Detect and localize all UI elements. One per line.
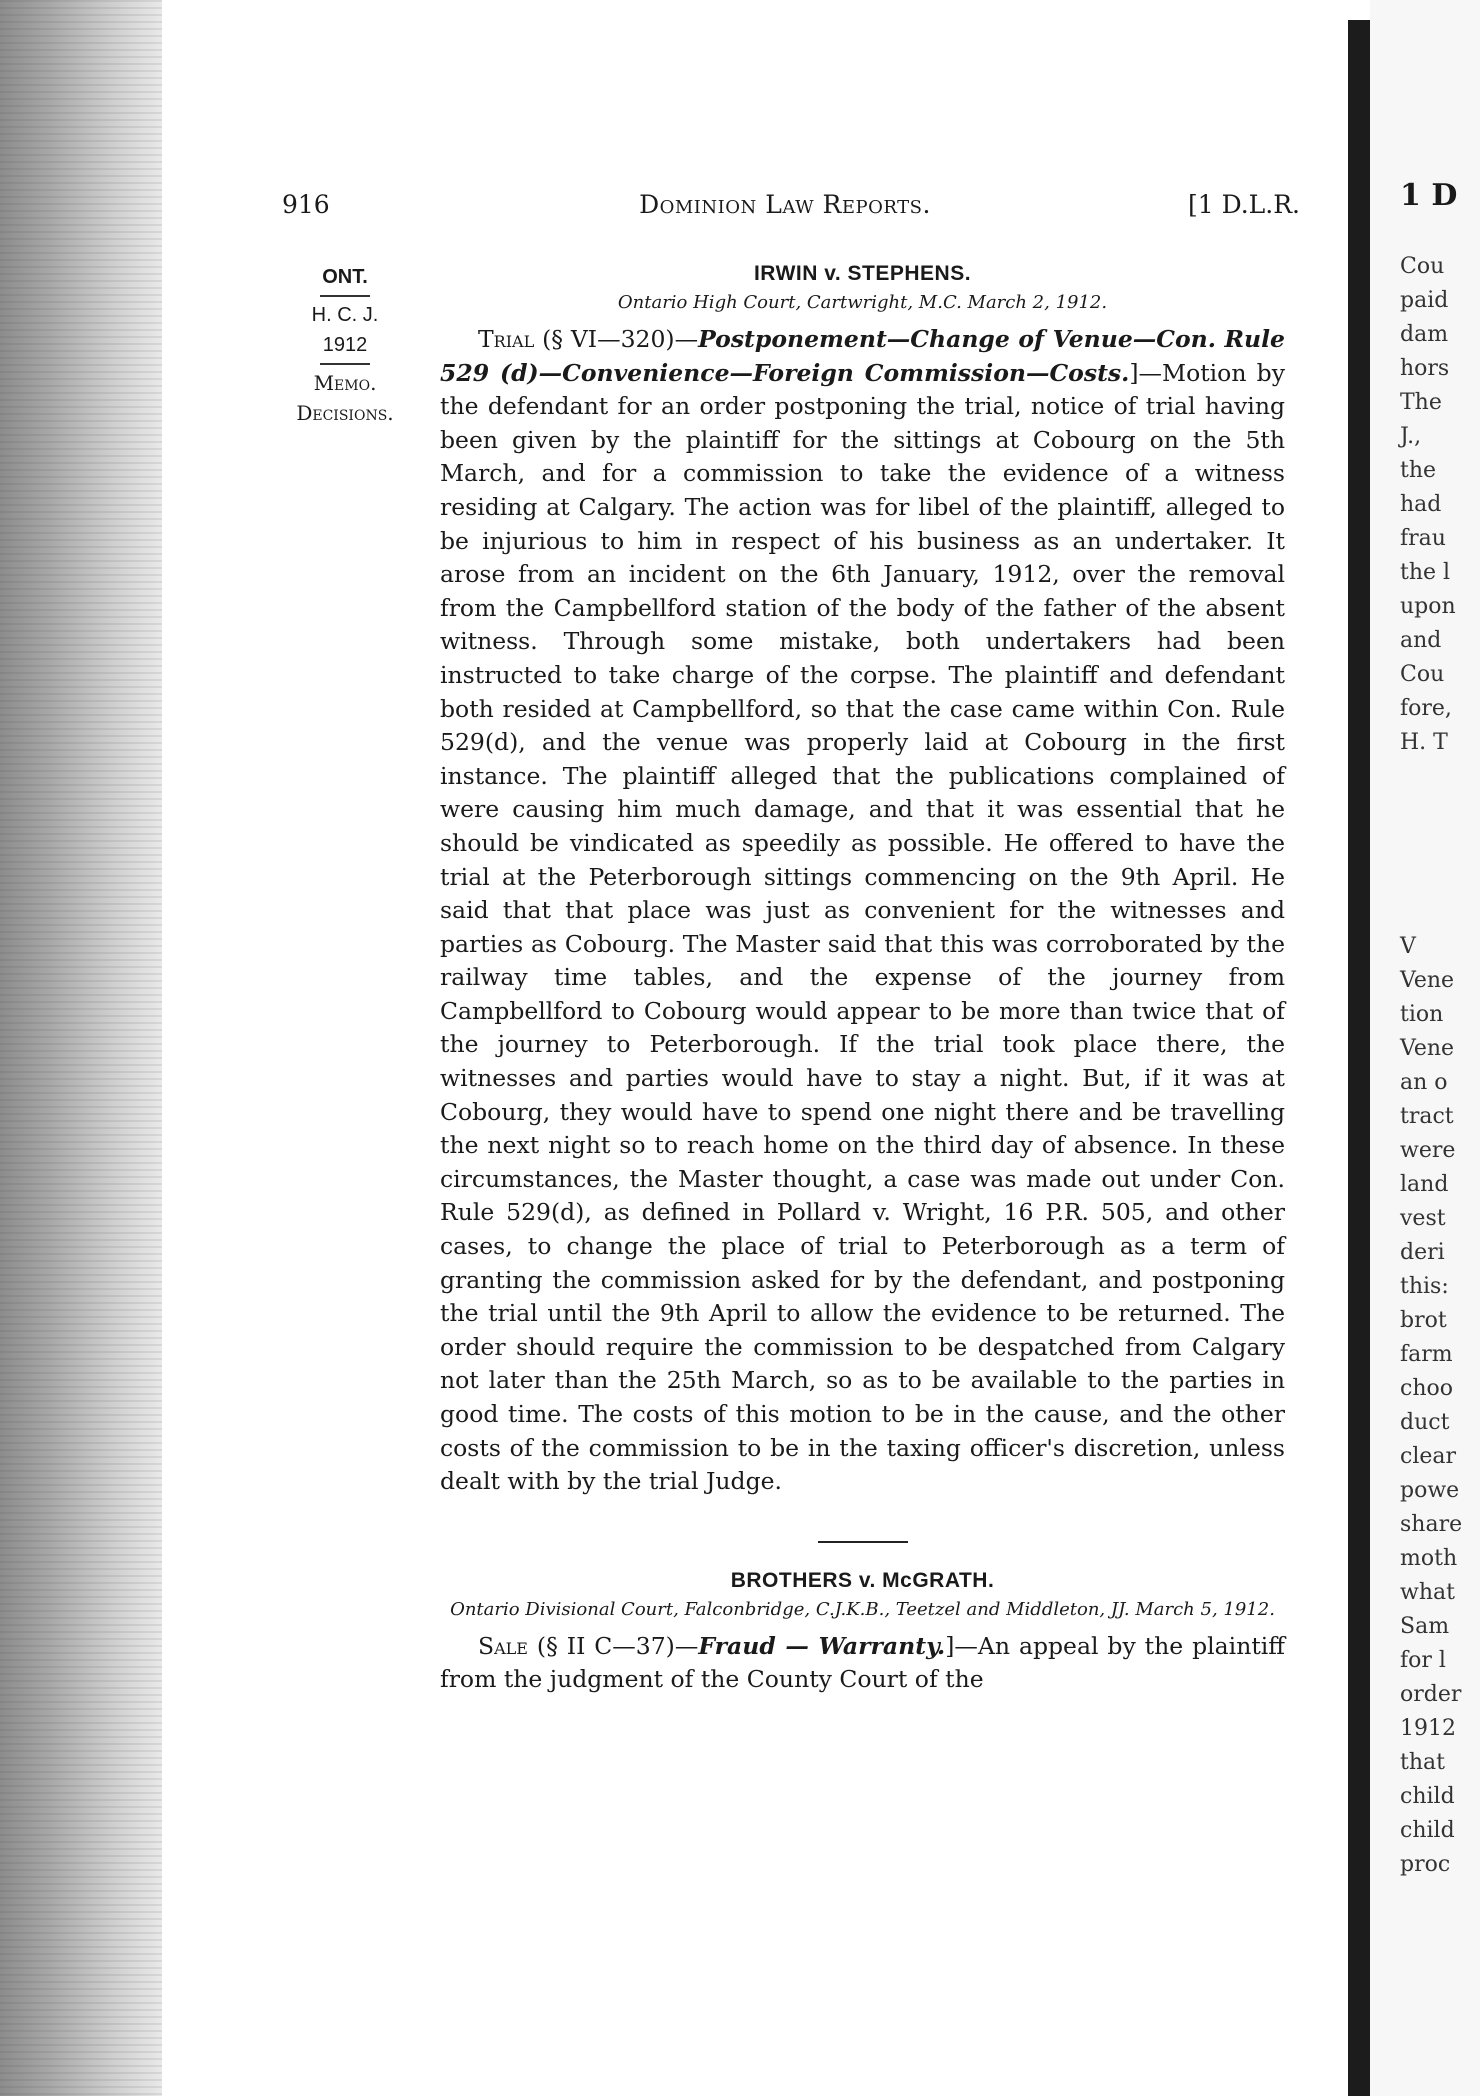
headnote-keywords: Fraud — Warranty. [698,1631,946,1660]
margin-rule [320,295,370,297]
facing-page-line: brot [1400,1308,1447,1333]
facing-page-line: the l [1400,560,1451,585]
facing-page-line: Cou [1400,254,1445,279]
book-binding-shadow [0,0,162,2096]
margin-court: H. C. J. [311,304,379,326]
case-body: An appeal by the plaintiff from the judgment of the County Court of the [440,1631,1285,1694]
court-line: Ontario Divisional Court, Falconbridge, C.J.K.B., Teetzel and Middleton, JJ. March 5, 1912. [450,1598,1275,1620]
court-line: Ontario High Court, Cartwright, M.C. March 2, 1912. [617,292,1108,313]
facing-page-line: order [1400,1682,1462,1707]
facing-page-line: Sam [1400,1614,1450,1639]
facing-page-line: The [1400,390,1442,415]
facing-page-line: this: [1400,1274,1449,1299]
facing-page-line: choo [1400,1376,1453,1401]
facing-page-line: powe [1400,1478,1460,1503]
volume-reference: [1 D.L.R. [1187,190,1300,219]
facing-page-line: J., [1400,424,1422,449]
document-page [260,0,1300,2096]
headnote-close: ]— [1129,358,1163,387]
margin-category: Decisions. [296,401,394,425]
case-body: Motion by the defendant for an order postponing the trial, notice of trial having been given by the plaintiff for the sittings at Cobourg on the 5th March, and for a commission to take the evidence of a witness residing at Calgary. The action was for libel of the plaintiff, alleged to be injurious to him in respect of his business as an undertaker. It arose from an incident on the 6th January, 1912, over the removal from the Campbellford station of the body of the father of the absent witness. Through some mistake, both undertakers had been instructed to take charge of the corpse. The plaintiff and defendant both resided at Campbellford, so that the case came within Con. Rule 529(d), and the venue was properly laid at Cobourg in the first instance. The plaintiff alleged that the publications complained of were causing him much damage, and that it was essential that he should be vindicated as speedily as possible. He offered to have the trial at the Peterborough sittings commencing on the 9th April. He said that that place was just as convenient for the witnesses and parties as Cobourg. The Master said that this was corroborated by the railway time tables, and the expense of the journey from Campbellford to Cobourg would appear to be more than twice that of the journey to Peterborough. If the trial took place there, the witnesses and parties would have to stay a night. But, if it was at Cobourg, they would have to spend one night there and be travelling the next night so to reach home on the third day of absence. In these circumstances, the Master thought, a case was made out under Con. Rule 529(d), as defined in Pollard v. Wright, 16 P.R. 505, and other cases, to change the place of trial to Peterborough as a term of granting the commission asked for by the defendant, and postponing the trial until the 9th April to allow the evidence to be returned. The order should require the commission to be despatched from Calgary not later than the 25th March, so as to be available to the parties in good time. The costs of this motion to be in the cause, and the other costs of the commission to be in the taxing officer's discretion, unless dealt with by the trial Judge. [440,358,1285,1496]
headnote-topic: Sale [478,1631,528,1660]
facing-page-line: 1912 [1400,1716,1456,1741]
case-title: IRWIN v. STEPHENS. [753,262,972,285]
margin-rule [320,363,370,365]
facing-page-line: dam [1400,322,1449,347]
case-divider [818,1541,908,1543]
facing-page-header: 1 D [1400,178,1458,213]
facing-page-line: farm [1400,1342,1453,1367]
facing-page-line: were [1400,1138,1456,1163]
case-paragraph [440,1630,1285,1697]
facing-page-line: duct [1400,1410,1450,1435]
page-number: 916 [282,190,330,219]
facing-page-line: moth [1400,1546,1458,1571]
page-gutter [1348,20,1370,2096]
facing-page-line: child [1400,1784,1455,1809]
headnote-section: (§ II C—37)— [536,1631,699,1660]
margin-category: Memo. [313,371,377,395]
headnote-topic: Trial [478,325,535,353]
facing-page-line: had [1400,492,1442,517]
facing-page-line: deri [1400,1240,1445,1265]
facing-page-line: proc [1400,1852,1451,1877]
facing-page-line: an o [1400,1070,1448,1095]
headnote-keywords: Postponement—Change of Venue—Con. Rule 529 (d)—Convenience—Foreign Commission—Costs. [440,325,1285,387]
facing-page-line: V [1400,934,1416,959]
facing-page-line: fore, [1400,696,1452,721]
running-title: Dominion Law Reports. [639,190,931,219]
margin-year: 1912 [322,334,368,356]
facing-page-line: paid [1400,288,1449,313]
facing-page-line: for l [1400,1648,1446,1673]
facing-page-line: hors [1400,356,1450,381]
facing-page-line: tract [1400,1104,1454,1129]
facing-page-line: share [1400,1512,1463,1537]
facing-page-line: what [1400,1580,1455,1605]
facing-page-line: child [1400,1818,1455,1843]
facing-page-line: Vene [1400,968,1455,993]
case-brothers-mcgrath [440,1569,1285,1697]
headnote-section: (§ VI—320)— [542,325,699,353]
facing-page-line: clear [1400,1444,1457,1469]
margin-notes [270,262,420,428]
facing-page-line: frau [1400,526,1446,551]
facing-page-line: tion [1400,1002,1444,1027]
facing-page-line: and [1400,628,1442,653]
main-text [440,262,1285,1697]
margin-province: ONT. [322,266,368,288]
facing-page-line: land [1400,1172,1449,1197]
case-paragraph [440,323,1285,1499]
facing-page-line: upon [1400,594,1456,619]
facing-page-line: that [1400,1750,1445,1775]
case-irwin-stephens [440,262,1285,1499]
headnote-close: ]— [945,1631,978,1660]
case-title: BROTHERS v. McGRATH. [730,1568,995,1592]
facing-page-fragment [1370,0,1480,2096]
facing-page-line: Cou [1400,662,1445,687]
facing-page-line: vest [1400,1206,1446,1231]
facing-page-line: the [1400,458,1437,483]
page-header [270,190,1300,230]
facing-page-line: H. T [1400,730,1448,755]
facing-page-line: Vene [1400,1036,1455,1061]
